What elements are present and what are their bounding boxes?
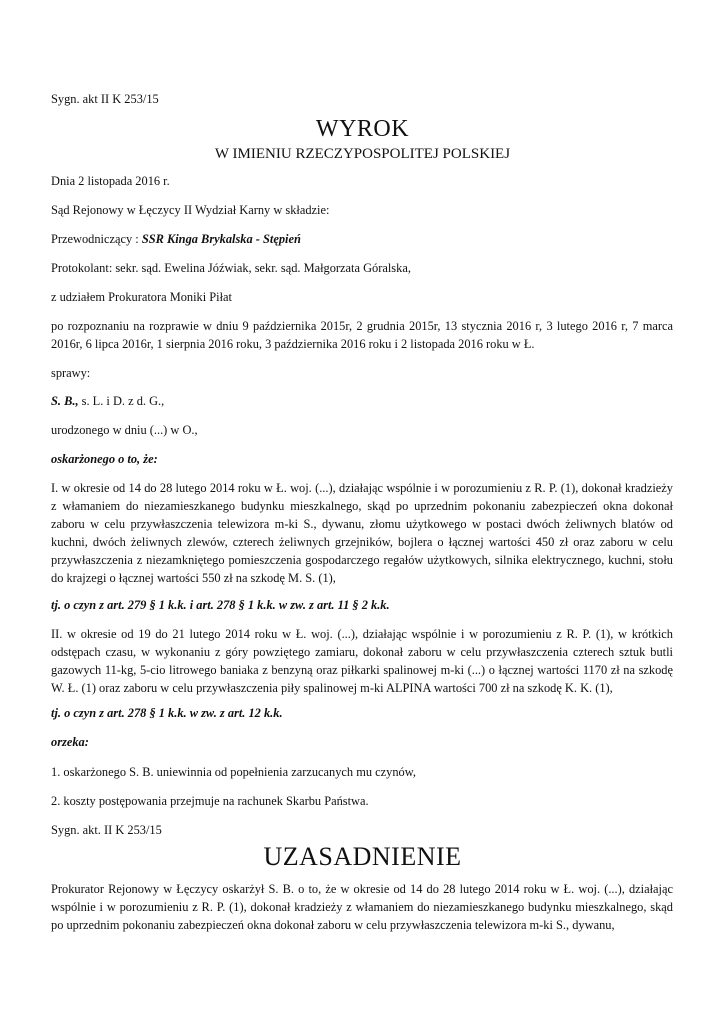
- chair-label: Przewodniczący :: [51, 232, 142, 246]
- legal-basis-1: tj. o czyn z art. 279 § 1 k.k. i art. 278 § 1 k.k. w zw. z art. 11 § 2 k.k.: [51, 598, 390, 612]
- ruling-item-1: 1. oskarżonego S. B. uniewinnia od popełnienia zarzucanych mu czynów,: [51, 765, 416, 779]
- prosecutor-line: z udziałem Prokuratora Moniki Piłat: [51, 290, 233, 304]
- case-signature-bottom: Sygn. akt. II K 253/15: [51, 823, 162, 837]
- chair-line: [51, 230, 673, 248]
- birth-line: urodzonego w dniu (...) w O.,: [51, 423, 198, 437]
- defendant-parents: s. L. i D. z d. G.,: [78, 394, 165, 408]
- chair-name: SSR Kinga Brykalska - Stępień: [141, 232, 301, 246]
- judgment-subtitle: W IMIENIU RZECZYPOSPOLITEJ POLSKIEJ: [214, 146, 511, 162]
- ruling-item-2: 2. koszty postępowania przejmuje na rachunek Skarbu Państwa.: [51, 794, 369, 808]
- justification-paragraph: Prokurator Rejonowy w Łęczycy oskarżył S. B. o to, że w okresie od 14 do 28 lutego 2014 roku w Ł. woj. (...), działając wspólnie i w porozumieniu z R. P. (1), dokonał kradzieży z włamaniem do niezamieszkanego budynku mieszkalnego, skąd po uprzednim pokonaniu zabezpieczeń okna dokonał zaboru w celu przywłaszczenia telewizora m-ki S., dywanu,: [51, 882, 673, 932]
- case-label: sprawy:: [51, 366, 91, 380]
- charge-1-paragraph: I. w okresie od 14 do 28 lutego 2014 roku w Ł. woj. (...), działając wspólnie i w porozumieniu z R. P. (1), dokonał kradzieży z włamaniem do niezamieszkanego budynku mieszkalnego, skąd po uprzednim pokonaniu zabezpieczeń okna dokonał zaboru w celu przywłaszczenia telewizora m-ki S., dywanu, złomu użytkowego w postaci dwóch żeliwnych blatów od kuchni, dwóch żeliwnych zlewów, czterech żeliwnych grzejników, bojlera o łącznej wartości 450 zł oraz zaboru w celu przywłaszczenia z niezamkniętego pomieszczenia gospodarczego regałów użytkowych, silnika elektrycznego, kuchni, stołu do krajzegi o łącznej wartości 550 zł na szkodę M. S. (1),: [51, 481, 673, 585]
- court-line: Sąd Rejonowy w Łęczycy II Wydział Karny w składzie:: [51, 203, 330, 217]
- date-line: Dnia 2 listopada 2016 r.: [51, 174, 170, 188]
- case-signature-top: Sygn. akt II K 253/15: [51, 92, 159, 106]
- defendant-name: S. B.,: [51, 394, 79, 408]
- charge-2-paragraph: II. w okresie od 19 do 21 lutego 2014 roku w Ł. woj. (...), działając wspólnie i w porozumieniu z R. P. (1), w krótkich odstępach czasu, w wykonaniu z góry powziętego zamiaru, dokonał zaboru w celu przywłaszczenia czterech sztuk butli gazowych 11-kg, 5-cio litrowego baniaka z benzyną oraz piłkarki spalinowej m-ki (...) o łącznej wartości 1170 zł na szkodę W. Ł. (1) oraz zaboru w celu przywłaszczenia piły spalinowej m-ki ALPINA wartości 700 zł na szkodę K. K. (1),: [51, 627, 673, 695]
- judgment-title: WYROK: [315, 116, 410, 142]
- defendant-line: [51, 392, 673, 410]
- ruling-heading: orzeka:: [51, 735, 89, 749]
- clerks-line: Protokolant: sekr. sąd. Ewelina Jóźwiak, sekr. sąd. Małgorzata Góralska,: [51, 261, 411, 275]
- hearing-dates-paragraph: po rozpoznaniu na rozprawie w dniu 9 października 2015r, 2 grudnia 2015r, 13 stycznia 2016 r, 3 lutego 2016 r, 7 marca 2016r, 6 lipca 2016r, 1 sierpnia 2016 roku, 3 października 2016 roku i 2 listopada 2016 roku w Ł.: [51, 319, 673, 351]
- accused-heading: oskarżonego o to, że:: [51, 452, 158, 466]
- justification-title: UZASADNIENIE: [263, 842, 462, 871]
- legal-basis-2: tj. o czyn z art. 278 § 1 k.k. w zw. z art. 12 k.k.: [51, 706, 283, 720]
